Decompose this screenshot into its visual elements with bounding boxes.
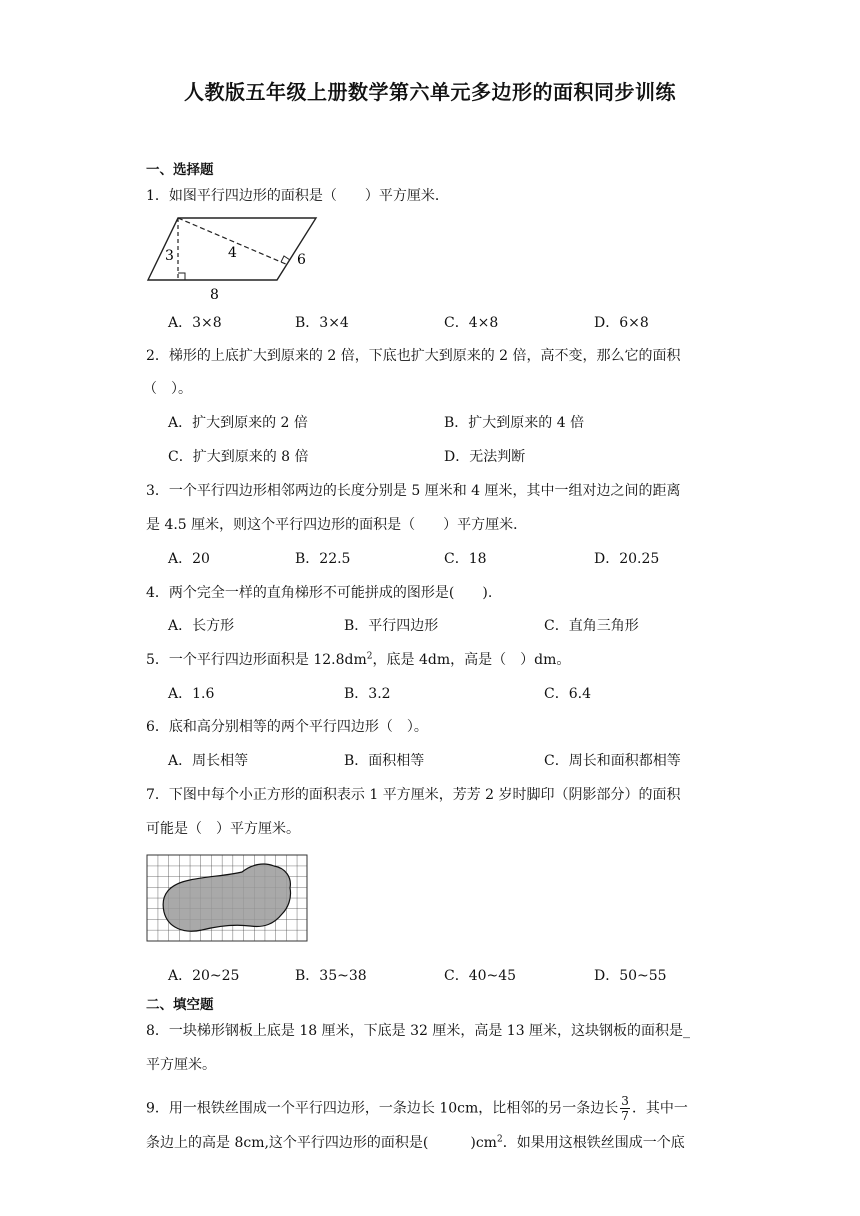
question-8-line1: 8．一块梯形钢板上底是 18 厘米，下底是 32 厘米，高是 13 厘米，这块钢板的面积是_ — [146, 1023, 691, 1039]
question-6-stem: 6．底和高分别相等的两个平行四边形（ ）。 — [146, 719, 428, 735]
q4-option-b: B．平行四边形 — [344, 618, 439, 634]
q6-option-c: C．周长和面积都相等 — [544, 753, 681, 769]
question-3-line1: 3．一个平行四边形相邻两边的长度分别是 5 厘米和 4 厘米，其中一组对边之间的距离 — [146, 483, 681, 499]
question-7-line1: 7．下图中每个小正方形的面积表示 1 平方厘米，芳芳 2 岁时脚印（阴影部分）的面积 — [146, 787, 681, 803]
q1-option-d: D．6×8 — [594, 315, 649, 331]
q5-option-c: C．6.4 — [544, 686, 591, 702]
q4-option-a: A．长方形 — [168, 618, 235, 634]
q3-option-a: A．20 — [168, 551, 210, 567]
figure-label-base: 8 — [210, 287, 219, 303]
q6-option-a: A．周长相等 — [168, 753, 249, 769]
q1-option-a: A．3×8 — [168, 315, 222, 331]
q3-option-b: B．22.5 — [295, 551, 351, 567]
q6-option-b: B．面积相等 — [344, 753, 425, 769]
question-1-stem: 1．如图平行四边形的面积是（ ）平方厘米． — [146, 188, 449, 204]
q1-option-b: B．3×4 — [295, 315, 349, 331]
q7-option-c: C．40~45 — [444, 968, 517, 984]
figure-label-diagonal: 4 — [228, 245, 237, 261]
q2-option-b: B．扩大到原来的 4 倍 — [444, 415, 585, 431]
question-8-line2: 平方厘米。 — [146, 1057, 216, 1073]
q4-option-c: C．直角三角形 — [544, 618, 639, 634]
q5-option-a: A．1.6 — [168, 686, 215, 702]
q2-option-a: A．扩大到原来的 2 倍 — [168, 415, 308, 431]
q7-option-b: B．35~38 — [295, 968, 367, 984]
question-2-line1: 2．梯形的上底扩大到原来的 2 倍，下底也扩大到原来的 2 倍，高不变，那么它的面积 — [146, 348, 681, 364]
question-4-stem: 4．两个完全一样的直角梯形不可能拼成的图形是( ). — [146, 585, 493, 601]
section-heading-fill: 二、填空题 — [146, 997, 214, 1013]
question-5-stem: 5．一个平行四边形面积是 $12.8dm^2$，底是 4dm，高是（ ）dm。 — [146, 651, 571, 668]
question-2-line2: （ ）。 — [143, 381, 192, 397]
question-9-line2: 条边上的高是 8cm,这个平行四边形的面积是( )$cm^2$．如果用这根铁丝围成一个底 — [146, 1134, 685, 1151]
q2-option-d: D．无法判断 — [444, 449, 526, 465]
q2-option-c: C．扩大到原来的 8 倍 — [168, 449, 309, 465]
q7-option-d: D．50~55 — [594, 968, 667, 984]
q1-option-c: C．4×8 — [444, 315, 499, 331]
figure-label-height: 3 — [165, 248, 174, 264]
figure-label-side: 6 — [297, 252, 306, 268]
question-7-line2: 可能是（ ）平方厘米。 — [146, 821, 300, 837]
section-heading-choice: 一、选择题 — [146, 162, 214, 178]
question-3-line2: 是 4.5 厘米，则这个平行四边形的面积是（ ）平方厘米． — [146, 517, 528, 533]
fraction-3-7: $\frac{3}{7}$ — [621, 1094, 629, 1123]
parallelogram-figure — [140, 210, 320, 305]
page-title: 人教版五年级上册数学第六单元多边形的面积同步训练 — [184, 80, 676, 104]
q7-option-a: A．20~25 — [168, 968, 240, 984]
q3-option-d: D．20.25 — [594, 551, 660, 567]
q3-option-c: C．18 — [444, 551, 487, 567]
q5-option-b: B．3.2 — [344, 686, 391, 702]
footprint-grid-figure — [146, 854, 308, 944]
question-9-line1: 9．用一根铁丝围成一个平行四边形，一条边长 10cm，比相邻的另一条边长 $\frac{3}{7}$ ．其中一 — [146, 1094, 688, 1123]
